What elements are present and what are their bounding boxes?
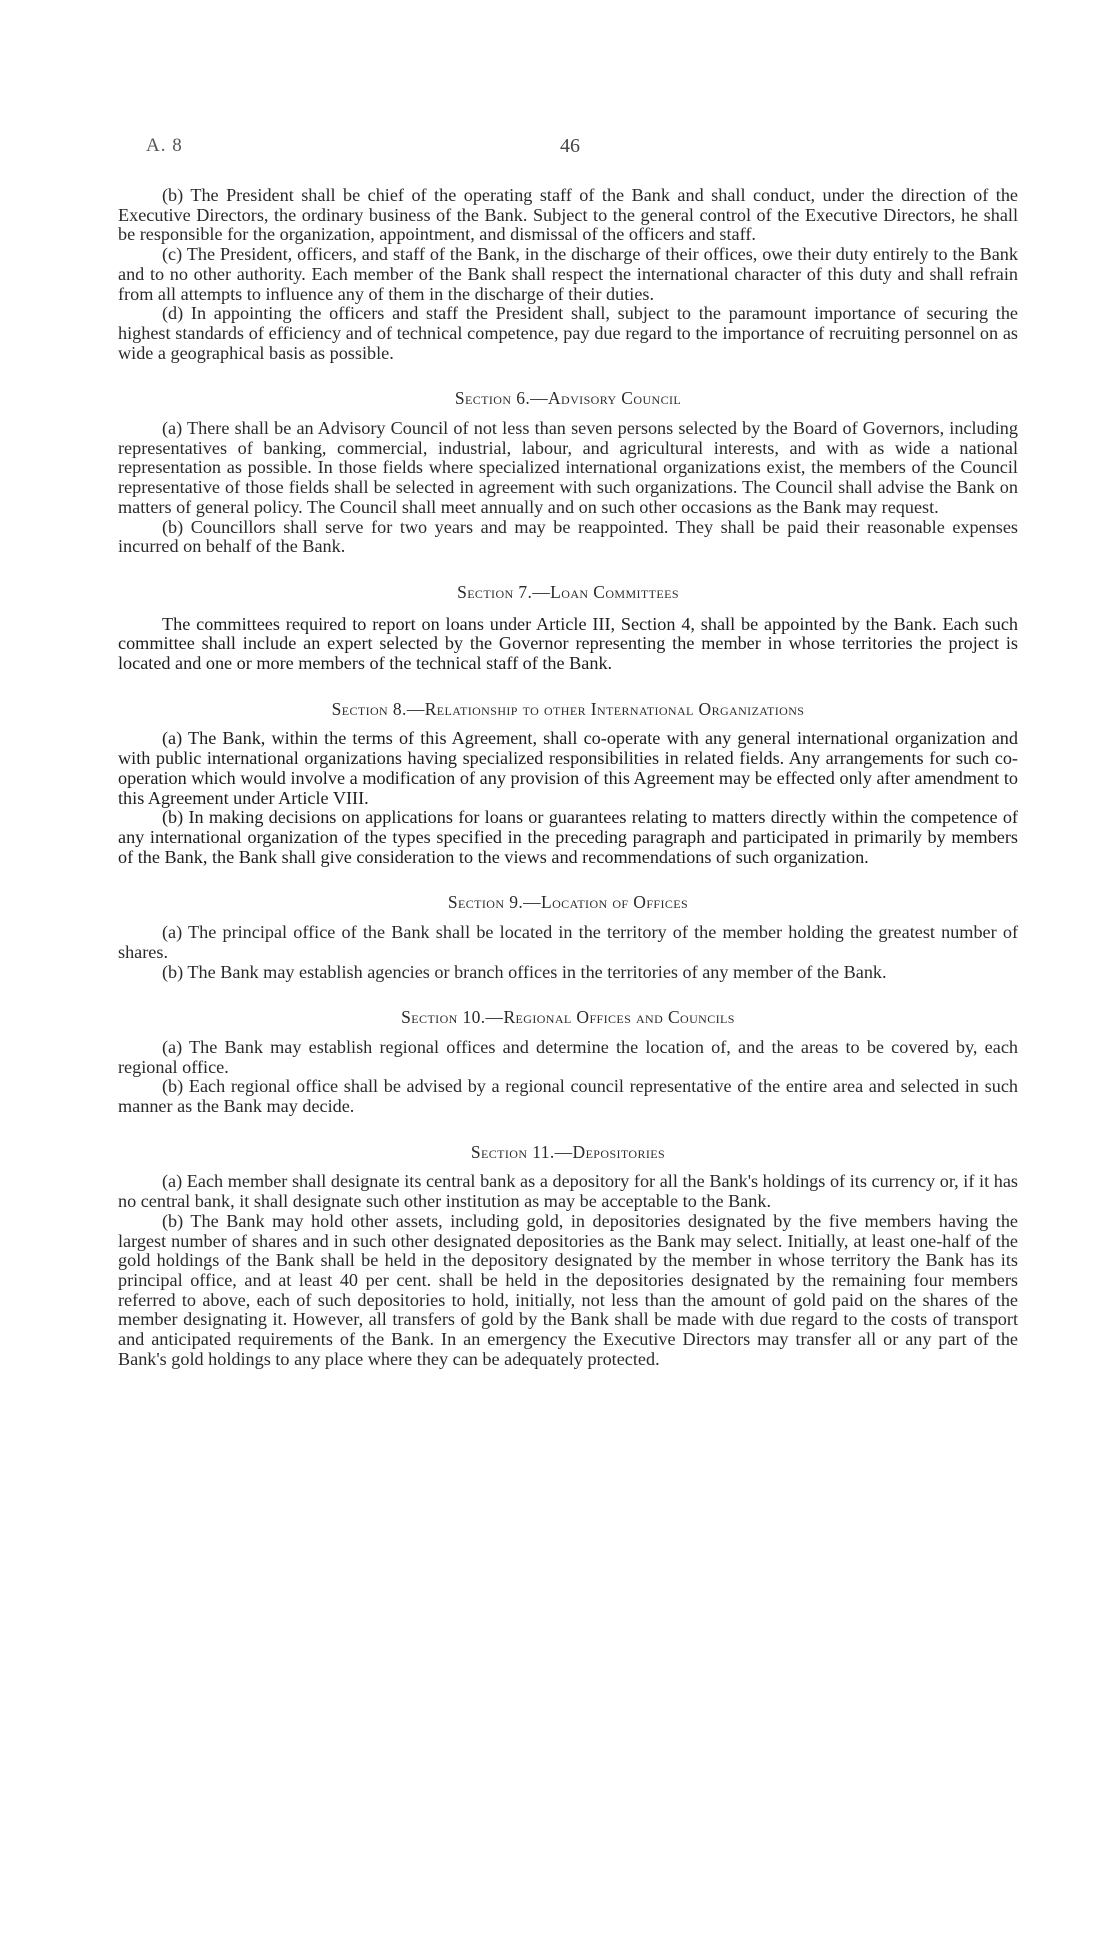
section-heading: Section 8.—Relationship to other International Organizations xyxy=(331,698,805,719)
paragraph: (a) There shall be an Advisory Council of not less than seven persons selected by the Board of Governors, including representatives of banking, commercial, industrial, labour, and agricultural interests, and with as wide a national representation as possible. In those fields where specialized international organizations exist, the members of the Council representative of those fields shall be selected in agreement with such organizations. The Council shall advise the Bank on matters of general policy. The Council shall meet annually and on such other occasions as the Bank may request. xyxy=(118,418,1018,517)
section-9-location-of-offices xyxy=(118,893,1018,982)
paragraph: (b) Councillors shall serve for two years and may be reappointed. They shall be paid their reasonable expenses incurred on behalf of the Bank. xyxy=(118,516,1018,557)
section-heading: Section 11.—Depositories xyxy=(470,1141,666,1162)
paragraph-appointing-staff: (d) In appointing the officers and staff the President shall, subject to the paramount importance of securing the highest standards of efficiency and of technical competence, pay due regard to the importance of recruiting personnel on as wide a geographical basis as possible. xyxy=(118,303,1018,363)
paragraph-staff-duty: (c) The President, officers, and staff of the Bank, in the discharge of their offices, owe their duty entirely to the Bank and to no other authority. Each member of the Bank shall respect the international character of this duty and shall refrain from all attempts to influence any of them in the discharge of their duties. xyxy=(118,244,1018,304)
page-number: 46 xyxy=(560,135,580,157)
document-body xyxy=(118,186,1018,1369)
intro-paragraphs xyxy=(118,186,1018,363)
paragraph: (a) The Bank, within the terms of this Agreement, shall co-operate with any general international organization and with public international organizations having specialized responsibilities in related fields. Any arrangements for such co-operation which would involve a modification of any provision of this Agreement may be effected only after amendment to this Agreement under Article VIII. xyxy=(118,728,1018,808)
section-10-regional-offices xyxy=(118,1008,1018,1117)
section-7-loan-committees xyxy=(118,583,1018,674)
paragraph: (a) The principal office of the Bank shall be located in the territory of the member holding the greatest number of shares. xyxy=(118,922,1018,962)
section-heading: Section 7.—Loan Committees xyxy=(457,581,679,602)
paragraph: (b) The Bank may establish agencies or branch offices in the territories of any member of the Bank. xyxy=(162,961,887,982)
section-8-relationship-organizations xyxy=(118,700,1018,868)
section-11-depositories xyxy=(118,1143,1018,1370)
paragraph: (a) The Bank may establish regional offices and determine the location of, and the areas to be covered by, each regional office. xyxy=(118,1036,1018,1077)
document-reference: A. 8 xyxy=(146,135,183,156)
section-heading: Section 6.—Advisory Council xyxy=(454,388,682,409)
paragraph: (b) The Bank may hold other assets, including gold, in depositories designated by the five members having the largest number of shares and in such other designated depositories as the Bank may select. Initially, at least one-half of the gold holdings of the Bank shall be held in the depository designated by the member in whose territory the Bank has its principal office, and at least 40 per cent. shall be held in the depositories designated by the remaining four members referred to above, each of such depositories to hold, initially, not less than the amount of gold paid on the shares of the member designating it. However, all transfers of gold by the Bank shall be made with due regard to the costs of transport and anticipated requirements of the Bank. In an emergency the Executive Directors may transfer all or any part of the Bank's gold holdings to any place where they can be adequately protected. xyxy=(118,1210,1018,1369)
section-6-advisory-council xyxy=(118,389,1018,557)
section-heading: Section 10.—Regional Offices and Councils xyxy=(401,1007,735,1028)
paragraph-president-duties: (b) The President shall be chief of the operating staff of the Bank and shall conduct, under the direction of the Executive Directors, the ordinary business of the Bank. Subject to the general control of the Executive Directors, he shall be responsible for the organization, appointment, and dismissal of the officers and staff. xyxy=(118,185,1018,245)
paragraph: (a) Each member shall designate its central bank as a depository for all the Bank's holdings of its currency or, if it has no central bank, it shall designate such other institution as may be acceptable to the Bank. xyxy=(118,1171,1018,1212)
paragraph: (b) Each regional office shall be advised by a regional council representative of the entire area and selected in such manner as the Bank may decide. xyxy=(118,1076,1018,1117)
section-heading: Section 9.—Location of Offices xyxy=(447,892,689,913)
paragraph: The committees required to report on loans under Article III, Section 4, shall be appointed by the Bank. Each such committee shall include an expert selected by the Governor representing the member in whose territories the project is located and one or more members of the technical staff of the Bank. xyxy=(118,613,1018,674)
paragraph: (b) In making decisions on applications for loans or guarantees relating to matters directly within the competence of any international organization of the types specified in the preceding paragraph and participated in primarily by members of the Bank, the Bank shall give consideration to the views and recommendations of such organization. xyxy=(118,807,1018,867)
